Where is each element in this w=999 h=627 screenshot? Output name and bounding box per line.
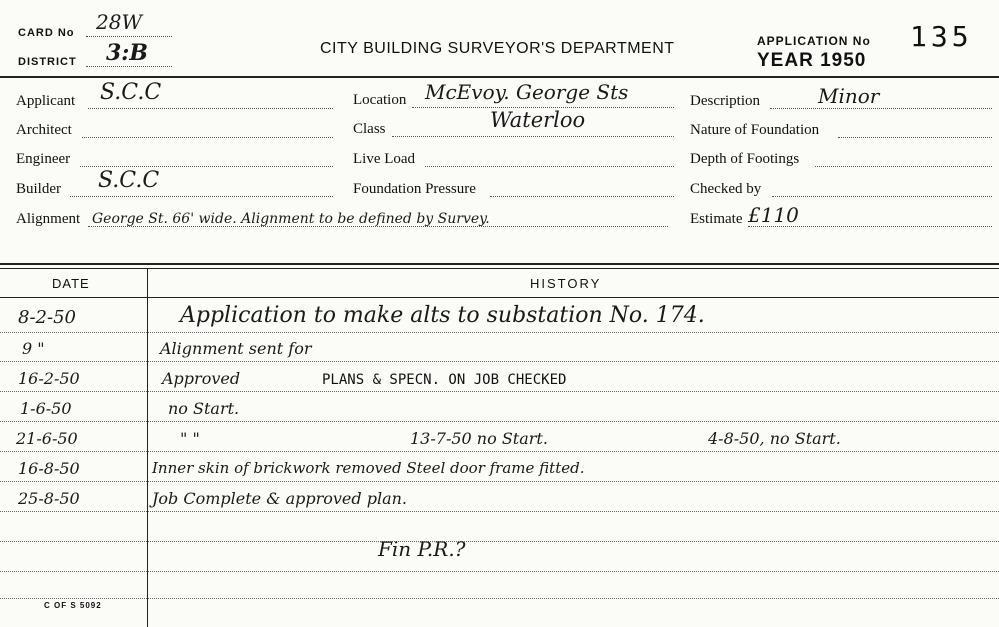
applicant-value: S.C.C: [100, 80, 162, 105]
engineer-label: Engineer: [16, 151, 71, 167]
row-3-date: 16-2-50: [18, 369, 80, 388]
description-label: Description: [690, 93, 760, 109]
row-1-date: 8-2-50: [18, 307, 76, 328]
year-label: YEAR 1950: [757, 50, 867, 71]
row-1-history: Application to make alts to substation No. 174.: [180, 303, 705, 328]
district-value: 3:B: [106, 40, 149, 66]
builder-value: S.C.C: [98, 168, 160, 193]
estimate-label: Estimate: [690, 211, 743, 227]
location-value: McEvoy. George Sts: [425, 80, 629, 104]
row-6-date: 16-8-50: [18, 459, 80, 478]
class-label: Class: [353, 121, 386, 137]
row-7-history: Job Complete & approved plan.: [152, 489, 407, 508]
estimate-value: £110: [748, 203, 799, 227]
row-6-history: Inner skin of brickwork removed Steel door frame fitted.: [152, 459, 585, 477]
foundation-pressure-label: Foundation Pressure: [353, 181, 476, 197]
department-title: CITY BUILDING SURVEYOR'S DEPARTMENT: [320, 40, 675, 57]
row-7-date: 25-8-50: [18, 489, 80, 508]
description-value: Minor: [818, 84, 880, 108]
application-number: 135: [910, 20, 973, 53]
row-3-stamp: PLANS & SPECN. ON JOB CHECKED: [322, 372, 567, 388]
row-4-date: 1-6-50: [20, 399, 72, 418]
row-3-history: Approved: [162, 369, 241, 388]
row-2-date: 9 ": [22, 339, 45, 358]
history-column-header: HISTORY: [530, 276, 602, 291]
builder-label: Builder: [16, 181, 61, 197]
row-9-note: Fin P.R.?: [378, 537, 466, 561]
row-2-history: Alignment sent for: [160, 339, 312, 358]
nature-of-foundation-label: Nature of Foundation: [690, 122, 820, 138]
location-label: Location: [353, 92, 407, 108]
checked-by-label: Checked by: [690, 181, 762, 197]
row-5-date: 21-6-50: [16, 429, 78, 448]
district-label: DISTRICT: [18, 56, 77, 68]
class-value: Waterloo: [490, 108, 586, 132]
card-no-value: 28W: [96, 10, 143, 34]
depth-of-footings-label: Depth of Footings: [690, 151, 800, 167]
row-5-entry-2: 13-7-50 no Start.: [410, 429, 548, 448]
date-column-header: DATE: [52, 276, 90, 291]
card-no-label: CARD No: [18, 27, 75, 39]
alignment-label: Alignment: [16, 211, 81, 227]
application-label: APPLICATION No: [757, 34, 871, 48]
row-5-entry-3: 4-8-50, no Start.: [708, 429, 841, 448]
alignment-value: George St. 66' wide. Alignment to be defined by Survey.: [92, 211, 490, 227]
form-code: C OF S 5092: [44, 601, 102, 610]
architect-label: Architect: [16, 122, 72, 138]
live-load-label: Live Load: [353, 151, 416, 167]
row-4-history: no Start.: [168, 399, 240, 418]
row-5-history: " ": [180, 429, 200, 448]
applicant-label: Applicant: [16, 93, 76, 109]
